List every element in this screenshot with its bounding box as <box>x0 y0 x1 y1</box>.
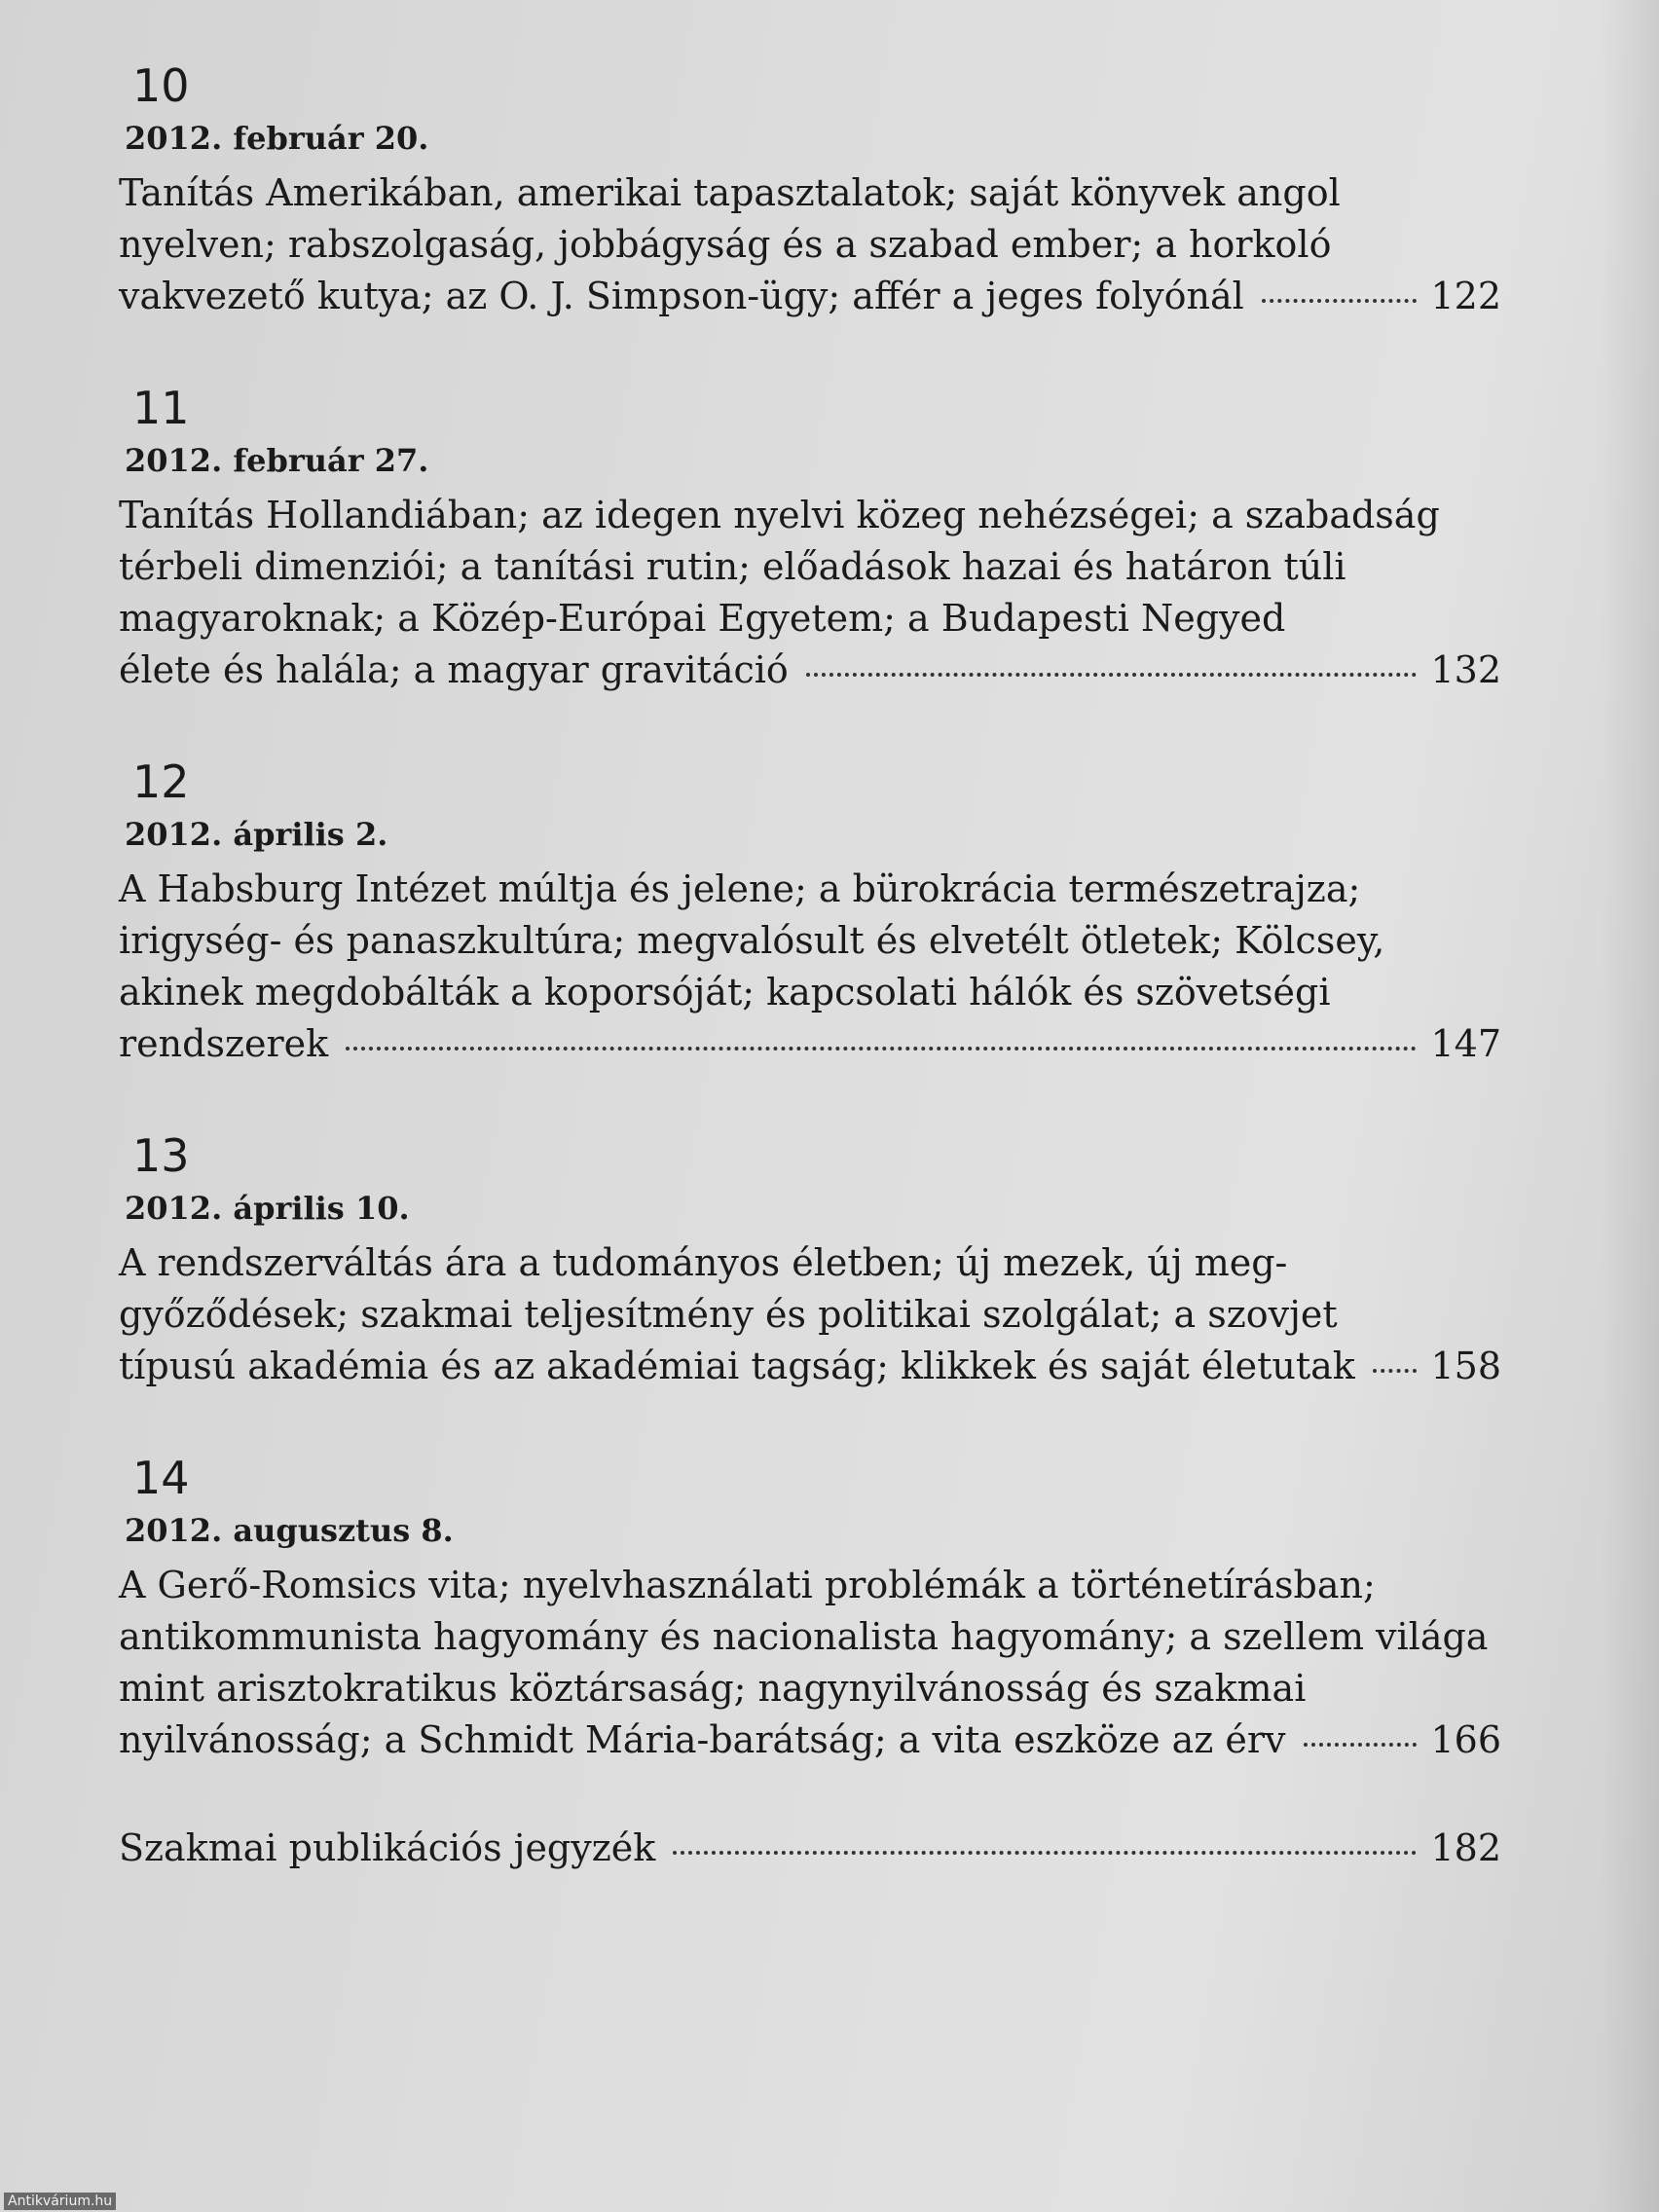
chapter-summary <box>119 864 1501 1070</box>
chapter-10 <box>119 56 1501 322</box>
chapter-date: 2012. április 2. <box>125 816 388 853</box>
chapter-number: 11 <box>132 382 190 434</box>
summary-line: térbeli dimenziói; a tanítási rutin; előadások hazai és határon túli <box>119 545 1346 588</box>
summary-line: A Habsburg Intézet múltja és jelene; a bürokrácia természetrajza; <box>119 867 1361 910</box>
summary-line: antikommunista hagyomány és nacionalista hagyomány; a szellem világa <box>119 1615 1489 1658</box>
chapter-13 <box>119 1126 1501 1392</box>
chapter-date: 2012. február 27. <box>125 442 429 479</box>
chapter-14 <box>119 1449 1501 1766</box>
summary-line: élete és halála; a magyar gravitáció <box>119 648 789 691</box>
chapter-summary <box>119 490 1501 696</box>
summary-line: típusú akadémia és az akadémiai tagság; klikkek és saját életutak <box>119 1345 1355 1387</box>
dot-leader <box>673 1851 1417 1855</box>
summary-line: mint arisztokratikus köztársaság; nagynyilvánosság és szakmai <box>119 1667 1307 1710</box>
chapter-date: 2012. február 20. <box>125 120 429 157</box>
page-number: 182 <box>1430 1826 1501 1869</box>
chapter-11 <box>119 379 1501 696</box>
summary-line: A rendszerváltás ára a tudományos életben; új mezek, új meg- <box>119 1241 1288 1284</box>
dot-leader <box>806 673 1418 677</box>
chapter-number: 14 <box>132 1452 190 1504</box>
summary-line: irigység- és panaszkultúra; megvalósult és elvetélt ötletek; Kölcsey, <box>119 919 1385 962</box>
page-number: 147 <box>1430 1022 1501 1065</box>
summary-line: Tanítás Amerikában, amerikai tapasztalatok; saját könyvek angol <box>119 171 1341 214</box>
chapter-12 <box>119 753 1501 1070</box>
chapter-number: 12 <box>132 756 190 808</box>
summary-last-line <box>119 271 1501 322</box>
summary-line: magyaroknak; a Közép-Európai Egyetem; a Budapesti Negyed <box>119 597 1286 640</box>
summary-last-line <box>119 645 1501 696</box>
summary-last-line <box>119 1714 1501 1766</box>
appendix-title: Szakmai publikációs jegyzék <box>119 1826 656 1869</box>
appendix-line <box>119 1823 1501 1874</box>
page-number: 158 <box>1430 1345 1501 1387</box>
chapter-number: 13 <box>132 1129 190 1182</box>
summary-last-line <box>119 1018 1501 1070</box>
chapter-summary <box>119 1237 1501 1392</box>
summary-line: rendszerek <box>119 1022 329 1065</box>
page-edge-shadow <box>1601 0 1659 2212</box>
summary-line: nyilvánosság; a Schmidt Mária-barátság; a vita eszköze az érv <box>119 1718 1286 1761</box>
page-number: 132 <box>1430 648 1501 691</box>
appendix-entry <box>119 1823 1501 1874</box>
chapter-date: 2012. április 10. <box>125 1190 410 1227</box>
watermark: Antikvárium.hu <box>4 2193 116 2210</box>
summary-last-line <box>119 1341 1501 1392</box>
page-number: 166 <box>1430 1718 1501 1761</box>
chapter-summary <box>119 167 1501 322</box>
page-number: 122 <box>1430 275 1501 317</box>
summary-line: akinek megdobálták a koporsóját; kapcsolati hálók és szövetségi <box>119 971 1331 1014</box>
summary-line: vakvezető kutya; az O. J. Simpson-ügy; affér a jeges folyónál <box>119 275 1244 317</box>
summary-line: nyelven; rabszolgaság, jobbágyság és a szabad ember; a horkoló <box>119 223 1332 266</box>
chapter-number: 10 <box>132 59 190 112</box>
dot-leader <box>1373 1369 1418 1373</box>
summary-line: Tanítás Hollandiában; az idegen nyelvi közeg nehézségei; a szabadság <box>119 494 1440 536</box>
dot-leader <box>1304 1743 1418 1747</box>
dot-leader <box>1262 299 1418 303</box>
table-of-contents <box>119 56 1501 1874</box>
chapter-date: 2012. augusztus 8. <box>125 1512 454 1549</box>
chapter-summary <box>119 1560 1501 1766</box>
summary-line: győződések; szakmai teljesítmény és politikai szolgálat; a szovjet <box>119 1293 1338 1336</box>
dot-leader <box>346 1047 1417 1051</box>
summary-line: A Gerő-Romsics vita; nyelvhasználati problémák a történetírásban; <box>119 1564 1376 1606</box>
